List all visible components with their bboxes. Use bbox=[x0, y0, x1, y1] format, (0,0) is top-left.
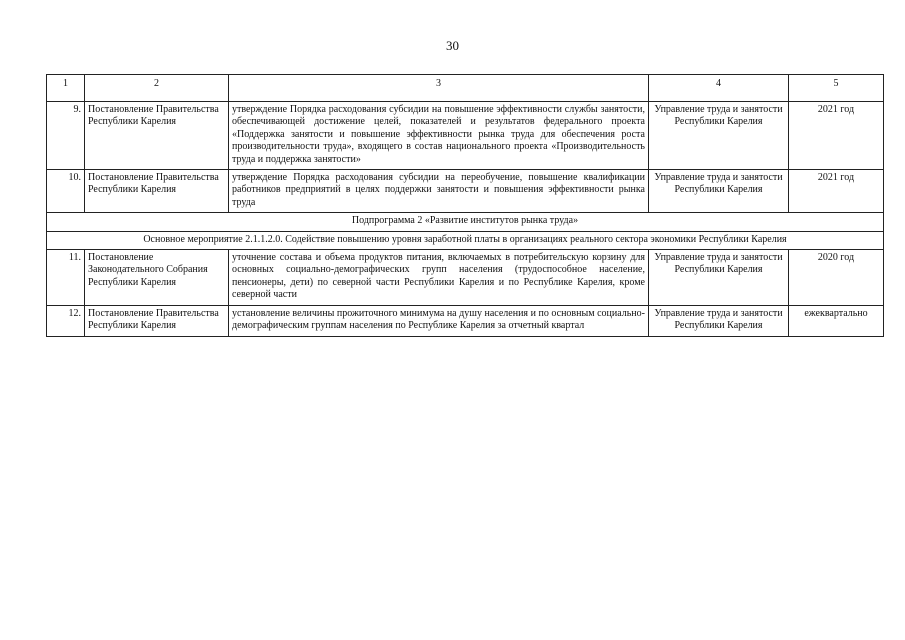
row-number: 11. bbox=[47, 250, 85, 306]
table-row bbox=[47, 250, 884, 306]
measures-table bbox=[46, 74, 884, 337]
header-col-2: 2 bbox=[85, 75, 229, 102]
row-term: 2020 год bbox=[789, 250, 884, 306]
row-description: утверждение Порядка расходования субсидии на переобучение, повышение квалификации работников предприятий в целях поддержки занятости и повышения эффективности рынка труда bbox=[229, 170, 649, 213]
table-header-row bbox=[47, 75, 884, 102]
row-number: 9. bbox=[47, 102, 85, 170]
row-description: установление величины прожиточного минимума на душу населения и по основным социально-демографическим группам населения по Республике Карелия за отчетный квартал bbox=[229, 305, 649, 336]
row-number: 12. bbox=[47, 305, 85, 336]
row-document-type: Постановление Правительства Республики Карелия bbox=[85, 170, 229, 213]
subprogram-title: Подпрограмма 2 «Развитие институтов рынка труда» bbox=[47, 213, 884, 231]
header-col-1: 1 bbox=[47, 75, 85, 102]
row-term: 2021 год bbox=[789, 170, 884, 213]
header-col-5: 5 bbox=[789, 75, 884, 102]
table-row bbox=[47, 305, 884, 336]
table-row bbox=[47, 102, 884, 170]
main-event-title: Основное мероприятие 2.1.1.2.0. Содействие повышению уровня заработной платы в организациях реального сектора экономики Республики Карелия bbox=[47, 231, 884, 249]
row-executor: Управление труда и занятости Республики Карелия bbox=[649, 250, 789, 306]
row-executor: Управление труда и занятости Республики Карелия bbox=[649, 170, 789, 213]
row-executor: Управление труда и занятости Республики Карелия bbox=[649, 102, 789, 170]
row-term: ежеквартально bbox=[789, 305, 884, 336]
page-number: 30 bbox=[446, 38, 459, 53]
row-term: 2021 год bbox=[789, 102, 884, 170]
table-row bbox=[47, 170, 884, 213]
main-event-row bbox=[47, 231, 884, 249]
row-description: уточнение состава и объема продуктов питания, включаемых в потребительскую корзину для основных социально-демографических групп населения (трудоспособное население, пенсионеры, дети) по северной части Республики Карелия и по Республике Карелия, кроме северной части bbox=[229, 250, 649, 306]
row-description: утверждение Порядка расходования субсидии на повышение эффективности службы занятости, обеспечивающей достижение целей, показателей и результатов федерального проекта «Поддержка занятости и повышение эффективности рынка труда для обеспечения роста производительности труда», входящего в состав национального проекта «Производительность труда и поддержка занятости» bbox=[229, 102, 649, 170]
row-number: 10. bbox=[47, 170, 85, 213]
row-document-type: Постановление Правительства Республики Карелия bbox=[85, 305, 229, 336]
row-document-type: Постановление Законодательного Собрания Республики Карелия bbox=[85, 250, 229, 306]
subprogram-row bbox=[47, 213, 884, 231]
header-col-3: 3 bbox=[229, 75, 649, 102]
header-col-4: 4 bbox=[649, 75, 789, 102]
row-executor: Управление труда и занятости Республики Карелия bbox=[649, 305, 789, 336]
row-document-type: Постановление Правительства Республики Карелия bbox=[85, 102, 229, 170]
